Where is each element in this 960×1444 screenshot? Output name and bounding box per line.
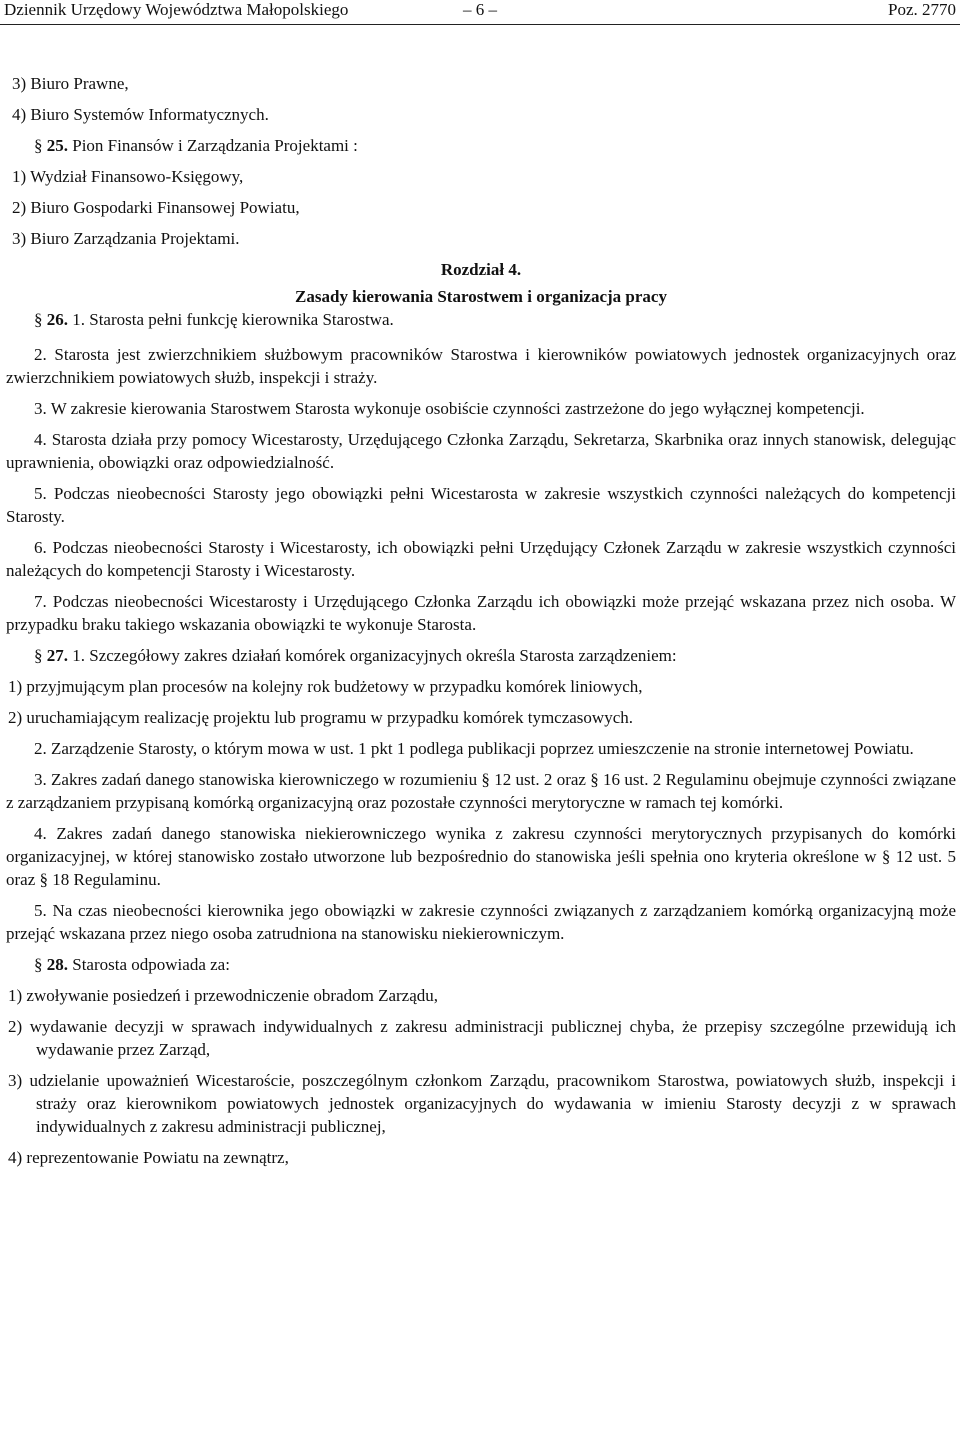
section-27-p1 bbox=[6, 644, 956, 667]
section-sign: § bbox=[34, 136, 43, 155]
section-26-p1 bbox=[6, 308, 956, 331]
list-item: 2) Biuro Gospodarki Finansowej Powiatu, bbox=[12, 198, 300, 217]
section-27-p5: 5. Na czas nieobecności kierownika jego obowiązki w zakresie czynności związanych z zarządzaniem komórką organizacyjną może przejąć wskazana przez niego osoba zatrudniona na stanowisku niekierowniczym. bbox=[6, 901, 956, 943]
section-text: Pion Finansów i Zarządzania Projektami : bbox=[68, 136, 358, 155]
list-item: 3) Biuro Prawne, bbox=[12, 74, 129, 93]
section-text: Starosta odpowiada za: bbox=[68, 955, 230, 974]
header-rule bbox=[0, 24, 960, 25]
list-item: 2) uruchamiającym realizację projektu lub programu w przypadku komórek tymczasowych. bbox=[8, 708, 633, 727]
list-item: 3) Biuro Zarządzania Projektami. bbox=[12, 229, 240, 248]
section-text: 1. Szczegółowy zakres działań komórek organizacyjnych określa Starosta zarządzeniem: bbox=[68, 646, 677, 665]
section-25 bbox=[6, 134, 956, 157]
section-26-p7: 7. Podczas nieobecności Wicestarosty i Urzędującego Członka Zarządu ich obowiązki może przejąć wskazana przez nich osoba. W przypadku braku takiego wskazania obowiązki te wykonuje Starosta. bbox=[6, 592, 956, 634]
section-sign: § bbox=[34, 955, 43, 974]
chapter-subtitle: Zasady kierowania Starostwem i organizacja pracy bbox=[295, 287, 667, 306]
chapter-title: Rozdział 4. bbox=[440, 260, 522, 279]
list-item: 1) zwoływanie posiedzeń i przewodniczenie obradom Zarządu, bbox=[8, 986, 439, 1005]
section-sign: § bbox=[34, 310, 43, 329]
section-26-p4: 4. Starosta działa przy pomocy Wicestarosty, Urzędującego Członka Zarządu, Sekretarza, Skarbnika oraz innych stanowisk, delegując uprawnienia, obowiązki oraz odpowiedzialność. bbox=[6, 430, 956, 472]
section-number: 27. bbox=[46, 646, 68, 665]
section-sign: § bbox=[34, 646, 43, 665]
section-28 bbox=[6, 953, 956, 976]
section-number: 28. bbox=[46, 955, 68, 974]
section-27-p3: 3. Zakres zadań danego stanowiska kierowniczego w rozumieniu § 12 ust. 2 oraz § 16 ust. 2 Regulaminu obejmuje czynności związane z zarządzaniem przypisaną komórką organizacyjną oraz pozostałe czynności merytoryczne w ramach tej komórki. bbox=[6, 770, 956, 812]
list-item: 1) Wydział Finansowo-Księgowy, bbox=[12, 167, 244, 186]
list-item: 1) przyjmującym plan procesów na kolejny rok budżetowy w przypadku komórek liniowych, bbox=[8, 677, 643, 696]
section-text: 1. Starosta pełni funkcję kierownika Starostwa. bbox=[68, 310, 394, 329]
section-number: 26. bbox=[46, 310, 68, 329]
list-item: 4) reprezentowanie Powiatu na zewnątrz, bbox=[8, 1148, 289, 1167]
page-number: – 6 – bbox=[463, 0, 497, 19]
list-item: 4) Biuro Systemów Informatycznych. bbox=[12, 105, 269, 124]
section-26-p2: 2. Starosta jest zwierzchnikiem służbowym pracowników Starostwa i kierowników powiatowych jednostek organizacyjnych oraz zwierzchnikiem powiatowych służb, inspekcji i straży. bbox=[6, 345, 956, 387]
journal-title: Dziennik Urzędowy Województwa Małopolskiego bbox=[4, 0, 349, 19]
document-body bbox=[6, 72, 956, 1177]
list-item: 2) wydawanie decyzji w sprawach indywidualnych z zakresu administracji publicznej chyba, że przepisy szczególne przewidują ich wydawanie przez Zarząd, bbox=[8, 1017, 956, 1059]
page-header bbox=[0, 0, 960, 22]
section-27-p2: 2. Zarządzenie Starosty, o którym mowa w ust. 1 pkt 1 podlega publikacji poprzez umieszczenie na stronie internetowej Powiatu. bbox=[34, 739, 914, 758]
item-number: Poz. 2770 bbox=[888, 0, 956, 19]
section-26-p3: 3. W zakresie kierowania Starostwem Starosta wykonuje osobiście czynności zastrzeżone do jego wyłącznej kompetencji. bbox=[34, 399, 865, 418]
section-number: 25. bbox=[46, 136, 68, 155]
list-item: 3) udzielanie upoważnień Wicestaroście, poszczególnym członkom Zarządu, pracownikom Starostwa, powiatowych służb, inspekcji i straży oraz kierownikom powiatowych jednostek organizacyjnych do wydawania w imieniu Starosty decyzji z w sprawach indywidualnych z zakresu administracji publicznej, bbox=[8, 1071, 956, 1136]
section-27-p4: 4. Zakres zadań danego stanowiska niekierowniczego wynika z zakresu czynności merytorycznych przypisanych do komórki organizacyjnej, w której stanowisko zostało utworzone lub bezpośrednio do stanowiska jeśli spełnia ono kryteria określone w § 12 ust. 5 oraz § 18 Regulaminu. bbox=[6, 824, 956, 889]
section-26-p5: 5. Podczas nieobecności Starosty jego obowiązki pełni Wicestarosta w zakresie wszystkich czynności należących do kompetencji Starosty. bbox=[6, 484, 956, 526]
section-26-p6: 6. Podczas nieobecności Starosty i Wicestarosty, ich obowiązki pełni Urzędujący Członek Zarządu w zakresie wszystkich czynności należących do kompetencji Starosty i Wicestarosty. bbox=[6, 538, 956, 580]
